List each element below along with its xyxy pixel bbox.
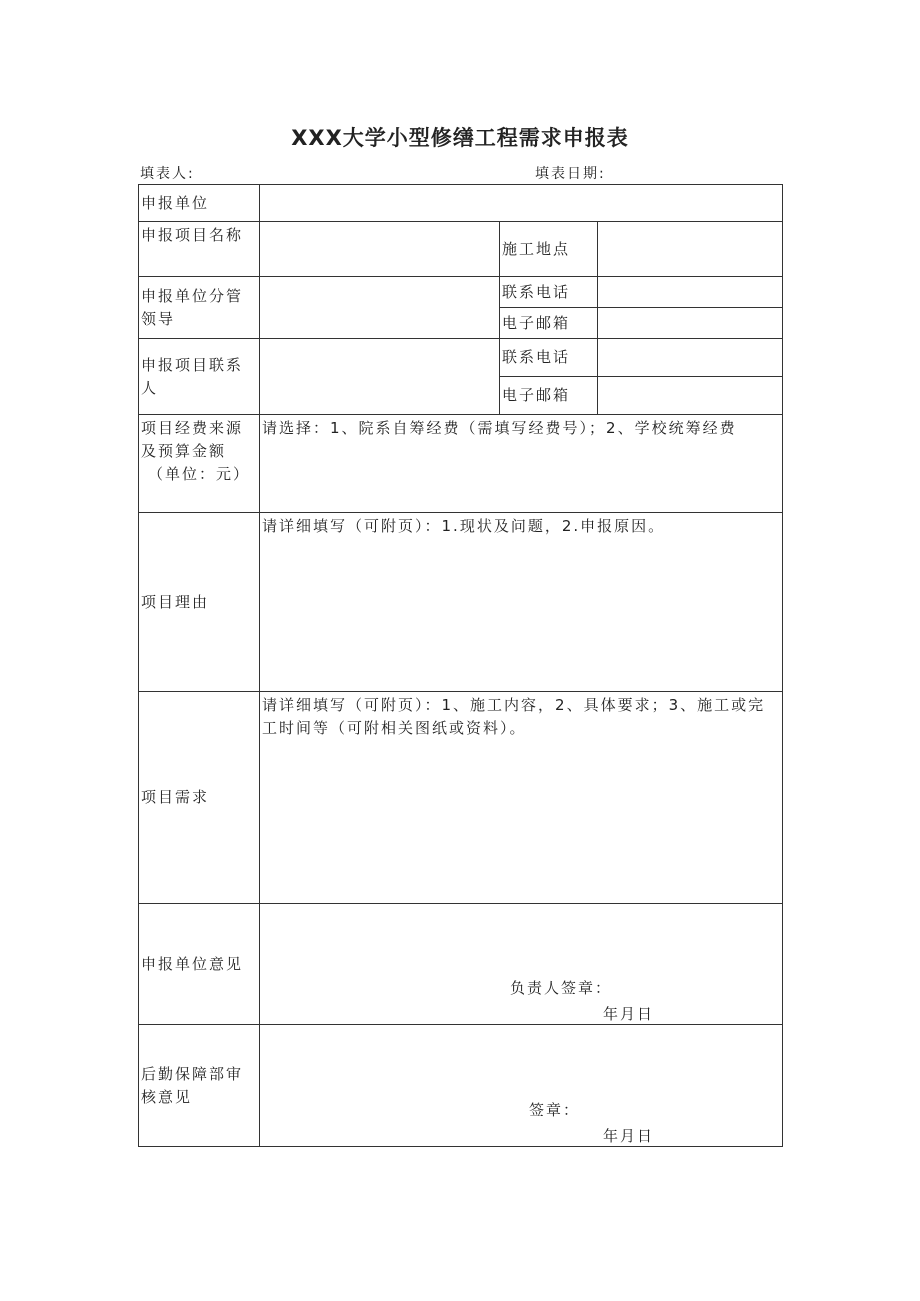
funding-label [139, 415, 260, 513]
project-contact-field[interactable] [260, 339, 500, 415]
fill-date-label: 填表日期: [535, 166, 606, 182]
row-project-name [139, 222, 783, 277]
unit-leader-field[interactable] [260, 277, 500, 339]
form-title: XXX大学小型修缮工程需求申报表 [291, 126, 629, 150]
funding-field[interactable] [260, 415, 783, 513]
leader-email-field[interactable] [598, 308, 783, 339]
contact-email-field[interactable] [598, 377, 783, 415]
contact-phone-label: 联系电话 [500, 339, 598, 377]
application-form-table [138, 184, 783, 1147]
unit-leader-label: 申报单位分管领导 [139, 277, 260, 339]
logistics-opinion-field[interactable] [260, 1025, 783, 1147]
funding-label-line1: 项目经费来源及预算金额 [141, 419, 244, 460]
leader-phone-label: 联系电话 [500, 277, 598, 308]
reason-instruction: 请详细填写（可附页）：1.现状及问题，2.申报原因。 [262, 517, 666, 535]
project-name-label: 申报项目名称 [139, 222, 260, 277]
row-project-contact-phone [139, 339, 783, 377]
responsible-signature-label: 负责人签章： [510, 979, 613, 997]
row-applicant-unit [139, 185, 783, 222]
row-unit-opinion [139, 904, 783, 1025]
contact-email-label: 电子邮箱 [500, 377, 598, 415]
unit-opinion-field[interactable] [260, 904, 783, 1025]
applicant-unit-field[interactable] [260, 185, 783, 222]
row-needs [139, 692, 783, 904]
leader-email-label: 电子邮箱 [500, 308, 598, 339]
unit-opinion-date: 年月日 [603, 1005, 655, 1023]
unit-opinion-label: 申报单位意见 [139, 904, 260, 1025]
funding-instruction: 请选择：1、院系自筹经费（需填写经费号）；2、学校统筹经费 [262, 419, 737, 437]
row-funding [139, 415, 783, 513]
leader-phone-field[interactable] [598, 277, 783, 308]
logistics-label: 后勤保障部审核意见 [139, 1025, 260, 1147]
project-name-field[interactable] [260, 222, 500, 277]
logistics-signature-label: 签章： [529, 1101, 581, 1119]
funding-label-line2: （单位：元） [147, 465, 250, 483]
project-contact-label: 申报项目联系人 [139, 339, 260, 415]
reason-label: 项目理由 [139, 513, 260, 692]
needs-instruction: 请详细填写（可附页）：1、施工内容，2、具体要求；3、施工或完工时间等（可附相关图纸或资料）。 [262, 696, 766, 737]
filler-label: 填表人: [140, 166, 195, 182]
contact-phone-field[interactable] [598, 339, 783, 377]
row-unit-leader-phone [139, 277, 783, 308]
construction-site-field[interactable] [598, 222, 783, 277]
applicant-unit-label: 申报单位 [139, 185, 260, 222]
logistics-opinion-date: 年月日 [603, 1127, 655, 1145]
needs-label: 项目需求 [139, 692, 260, 904]
reason-field[interactable] [260, 513, 783, 692]
row-reason [139, 513, 783, 692]
construction-site-label: 施工地点 [500, 222, 598, 277]
row-logistics-opinion [139, 1025, 783, 1147]
needs-field[interactable] [260, 692, 783, 904]
